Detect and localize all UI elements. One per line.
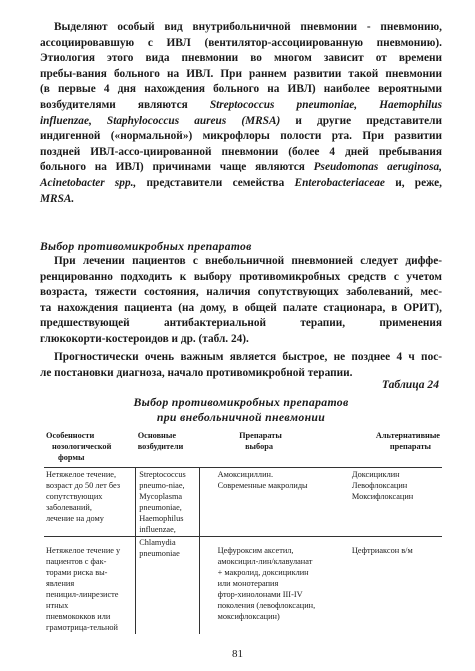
table-title	[40, 395, 442, 425]
cell-line: pneumoniae,	[139, 503, 182, 512]
text-line: предшествующей антибактериальной терапии, применения	[40, 317, 442, 330]
table-row	[44, 468, 442, 537]
paragraph-treatment	[40, 254, 442, 348]
cell-line: нтных	[46, 601, 69, 610]
text-line: поздней ИВЛ-ассо-циированной пневмонии (более 4 дней пребывания	[40, 145, 442, 158]
table-cell	[199, 468, 346, 537]
header-line: Альтернативные	[375, 431, 440, 440]
header-line: выбора	[245, 442, 273, 451]
pathogen-name: influenzae,	[40, 114, 92, 127]
table-cell	[199, 537, 346, 635]
text-line	[40, 192, 442, 208]
header-line: препараты	[389, 442, 432, 451]
cell-line: Streptococcus	[139, 470, 186, 479]
column-header	[136, 430, 199, 468]
cell-line: Доксициклин	[351, 470, 400, 479]
text-line: Прогностически очень важным является быстрое, не позднее 4 ч пос-	[54, 351, 442, 363]
cell-line: явления	[46, 579, 75, 588]
paragraph-vap	[40, 20, 442, 207]
cell-line: pneumoniae	[139, 549, 180, 558]
text-line: Выделяют особый вид внутрибольничной пневмонии - пневмонию,	[54, 21, 442, 33]
cell-line: поколения (левофлоксацин,	[217, 601, 316, 610]
text-line: (в первые 4 дня нахождения больного на ИВЛ) наиболее вероятными	[40, 83, 442, 96]
cell-line: торами риска вы-	[46, 568, 108, 577]
column-header	[44, 430, 136, 468]
table-cell	[346, 468, 442, 537]
table-cell	[44, 468, 136, 537]
cell-line: лечение на дому	[46, 514, 104, 523]
table-title-line: Выбор противомикробных препаратов	[133, 395, 349, 409]
text-line: Этиология этого вида пневмонии во многом зависит от времени	[40, 52, 442, 65]
cell-line: Haemophilus	[139, 514, 184, 523]
cell-line: пеницил-линрезисте	[46, 590, 119, 599]
pathogen-name: MRSA.	[40, 192, 75, 205]
text-line: глюкокорти-костероидов и др. (табл. 24).	[40, 332, 249, 345]
text-line: пребы-вания больного на ИВЛ. При раннем развитии такой пневмонии	[40, 67, 442, 80]
text-line: ассоциировавшую с ИВЛ (вентилятор-ассоциированную пневмонию).	[40, 36, 442, 49]
pathogen-name: Streptococcus pneumoniae, Haemophilus	[209, 98, 442, 111]
cell-line: Цефтриаксон в/м	[351, 546, 413, 555]
text-span: представители семейства	[146, 176, 285, 189]
cell-line: сопутствующих	[46, 492, 103, 501]
column-header	[346, 430, 442, 468]
cell-line: influenzae,	[139, 525, 176, 534]
cell-line: заболеваний,	[46, 503, 92, 512]
table-title-line: при внебольничной пневмонии	[156, 410, 326, 424]
text-line: индигенной («нормальной») микрофлоры полости рта. При развитии	[40, 130, 442, 143]
cell-line: Mycoplasma	[139, 492, 183, 501]
table-cell	[136, 537, 199, 635]
text-span: и другие представители	[295, 114, 443, 127]
text-span: возбудителями являются	[40, 98, 188, 111]
text-span: больного на ИВЛ) причинами чаще являются	[40, 161, 305, 174]
header-line: возбудители	[137, 442, 184, 451]
pathogen-name: Pseudomonas aeruginosa,	[313, 161, 442, 174]
cell-line: Цефуроксим аксетил,	[217, 546, 294, 555]
header-line: Препараты	[239, 431, 282, 440]
table-row	[44, 537, 442, 635]
antimicrobial-table	[44, 430, 442, 634]
text-line: возраста, тяжести состояния, наличия сопутствующих заболеваний, мес-	[40, 286, 442, 299]
cell-line: грамотрица-тельной	[46, 623, 118, 632]
text-line	[40, 176, 442, 192]
cell-line: моксифлоксацин)	[217, 612, 280, 621]
pathogen-name: Acinetobacter spp.,	[40, 176, 137, 189]
table-number: Таблица 24	[381, 378, 439, 391]
header-line: Основные	[137, 431, 176, 440]
text-line: та нахождения пациента (на дому, в общей палате стационара, в ОРИТ),	[40, 301, 442, 314]
text-span: и, реже,	[395, 176, 442, 189]
paragraph-prognosis	[40, 350, 442, 381]
pathogen-name: Enterobacteriaceae	[294, 176, 385, 189]
text-line: ле постановки диагноза, начало противомикробной терапии.	[40, 366, 353, 379]
text-line	[40, 160, 442, 176]
cell-line: или монотерапия	[217, 579, 279, 588]
header-line: формы	[58, 453, 85, 462]
cell-line: Chlamydia	[139, 538, 176, 547]
text-line	[40, 98, 442, 114]
table-cell	[44, 537, 136, 635]
text-line	[40, 114, 442, 130]
text-line: При лечении пациентов с внебольничной пневмонией следует диффе-	[54, 255, 442, 267]
cell-line: Левофлоксацин	[351, 481, 408, 490]
cell-line: pneumo-niae,	[139, 481, 185, 490]
page-number: 81	[232, 648, 243, 660]
table-cell	[136, 468, 199, 537]
header-line: нозологической	[52, 442, 112, 451]
table-header-row	[44, 430, 442, 468]
column-header	[199, 430, 346, 468]
cell-line: фтор-хинолонами III-IV	[217, 590, 303, 599]
section-heading: Выбор противомикробных препаратов	[40, 240, 252, 253]
cell-line: + макролид, доксициклин	[217, 568, 309, 577]
cell-line: Моксифлоксацин	[351, 492, 414, 501]
cell-line: амоксицил-лин/клавуланат	[217, 557, 313, 566]
cell-line: пневмококков или	[46, 612, 111, 621]
cell-line: пациентов с фак-	[46, 557, 107, 566]
cell-line: Современные макролиды	[217, 481, 308, 490]
cell-line: Нетяжелое течение,	[46, 470, 117, 479]
pathogen-name: Staphylococcus aureus (MRSA)	[106, 114, 281, 127]
table-cell	[346, 537, 442, 635]
cell-line: Нетяжелое течение у	[46, 546, 121, 555]
text-line: ренцированно подходить к выбору противомикробных средств с учетом	[40, 270, 442, 283]
cell-line: Амоксициллин.	[217, 470, 274, 479]
cell-line: возраст до 50 лет без	[46, 481, 121, 490]
header-line: Особенности	[46, 431, 95, 440]
